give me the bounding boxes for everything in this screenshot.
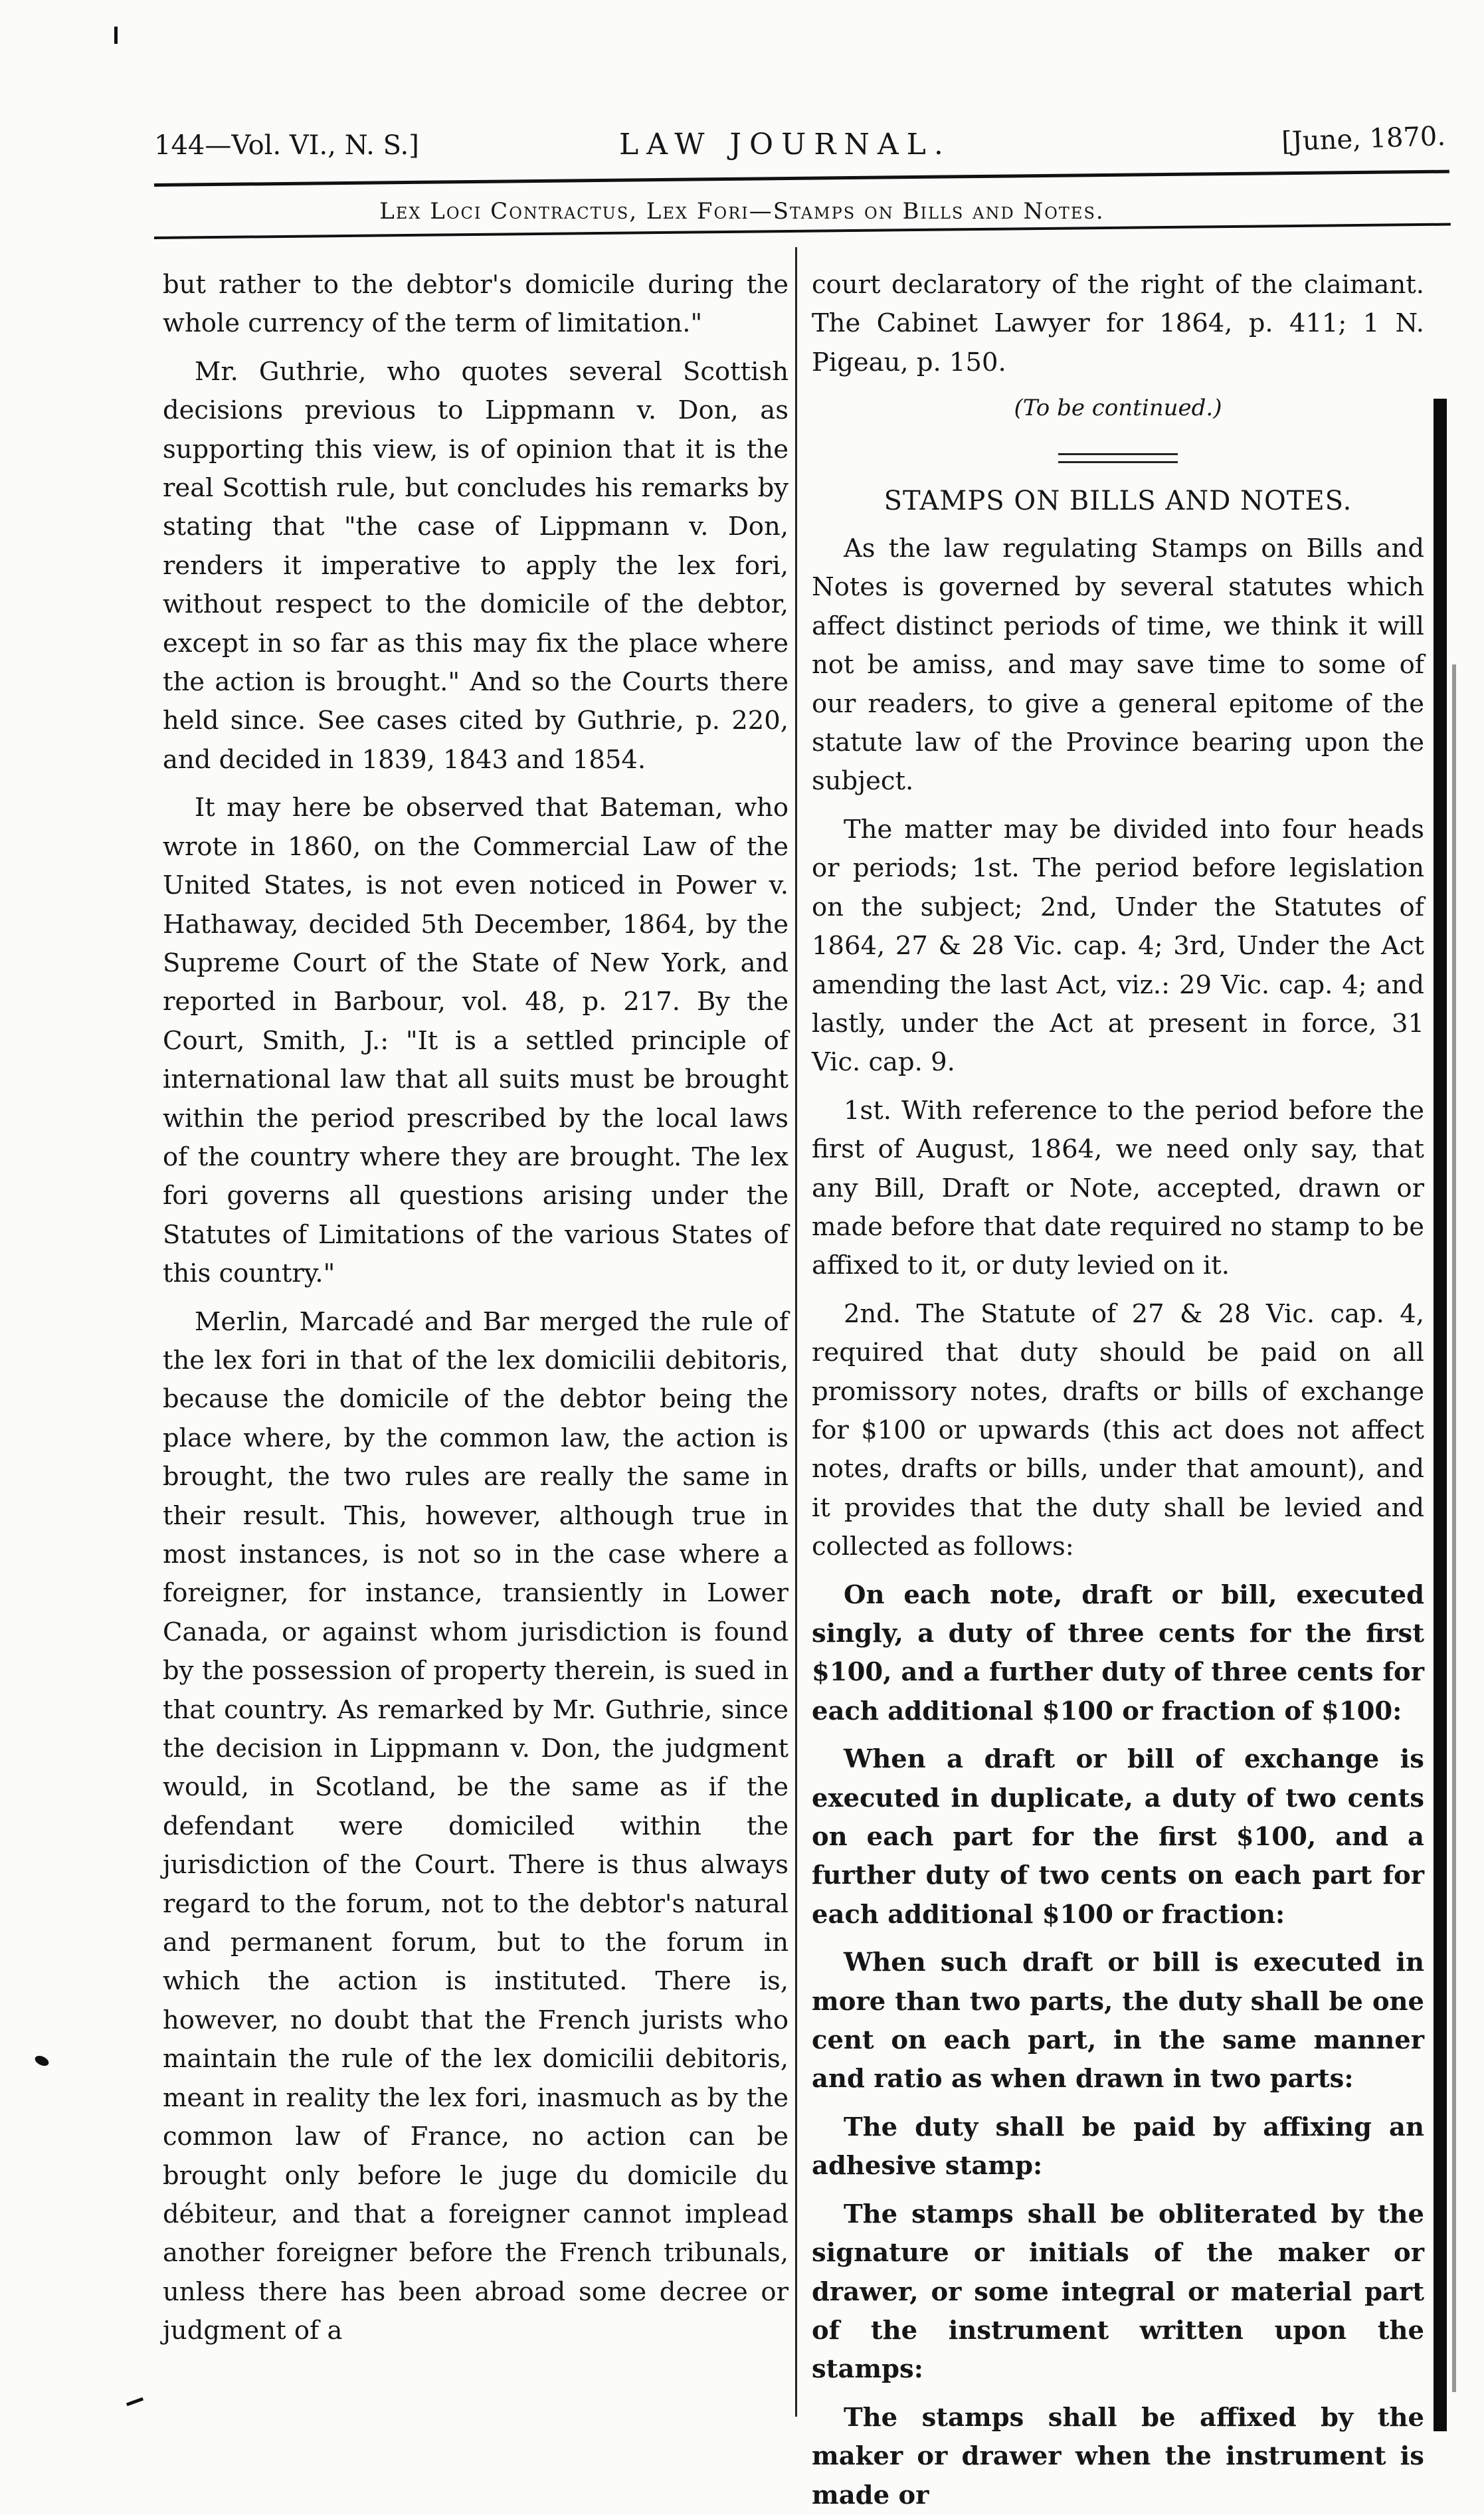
left-paragraph: Merlin, Marcadé and Bar merged the rule of the lex fori in that of the lex domicilii debitoris, because the domicile of the debtor being the place where, by the common law, the action is brought, the two rules are really the same in their result. This, however, although true in most instances, is not so in the case where a foreigner, for instance, transiently in Lower Canada, or against whom jurisdiction is found by the possession of property therein, is sued in that country. As remarked by Mr. Guthrie, since the decision in Lippmann v. Don, the judgment would, in Scotland, be the same as if the defendant were domiciled within the jurisdiction of the Court. There is thus always regard to the forum, not to the debtor's natural and permanent forum, but to the forum in which the action is instituted. There is, however, no doubt that the French jurists who maintain the rule of the lex domicilii debitoris, meant in reality the lex fori, inasmuch as by the common law of France, no action can be brought only before le juge du domicile du débiteur, and that a foreigner cannot implead another foreigner before the French tribunals, unless there has been abroad some decree or judgment of a <box>163 1306 788 2346</box>
left-column <box>163 266 788 2351</box>
left-paragraph: It may here be observed that Bateman, who wrote in 1860, on the Commercial Law of the United States, is not even noticed in Power v. Hathaway, decided 5th December, 1864, by the Supreme Court of the State of New York, and reported in Barbour, vol. 48, p. 217. By the Court, Smith, J.: "It is a settled principle of international law that all suits must be brought within the period prescribed by the local laws of the country where they are brought. The lex fori governs all questions arising under the Statutes of Limitations of the various States of this country." <box>163 793 788 1289</box>
provision-paragraph: The duty shall be paid by affixing an adhesive stamp: <box>812 2112 1424 2181</box>
provision-paragraph: The stamps shall be affixed by the maker or drawer when the instrument is made or <box>812 2402 1424 2510</box>
right-paragraph: The matter may be divided into four heads or periods; 1st. The period before legislation on the subject; 2nd, Under the Statutes of 1864, 27 & 28 Vic. cap. 4; 3rd, Under the Act amending the last Act, viz.: 29 Vic. cap. 4; and lastly, under the Act at present in force, 31 Vic. cap. 9. <box>812 814 1424 1078</box>
article-title: STAMPS ON BILLS AND NOTES. <box>883 485 1352 516</box>
right-paragraph: 1st. With reference to the period before the first of August, 1864, we need only say, that any Bill, Draft or Note, accepted, drawn or made before that date required no stamp to be affixed to it, or duty levied on it. <box>812 1095 1424 1281</box>
duty-provisions <box>812 1576 1424 2515</box>
journal-title: LAW JOURNAL. <box>619 128 951 161</box>
provision-paragraph: When such draft or bill is executed in more than two parts, the duty shall be one cent on each part, in the same manner and ratio as when drawn in two parts: <box>812 1948 1424 2094</box>
section-rule <box>154 223 1451 239</box>
provision-paragraph: The stamps shall be obliterated by the signature or initials of the maker or drawer, or some integral or material part of the instrument written upon the stamps: <box>812 2199 1424 2385</box>
binding-shadow-thin <box>1452 664 1456 2392</box>
right-paragraph: As the law regulating Stamps on Bills and Notes is governed by several statutes which affect distinct periods of time, we think it will not be amiss, and may save time to some of our readers, to give a general epitome of the statute law of the Province bearing upon the subject. <box>812 534 1424 797</box>
page-volume-label: 144—Vol. VI., N. S.] <box>154 130 419 161</box>
provision-paragraph: When a draft or bill of exchange is executed in duplicate, a duty of two cents on each part for the first $100, and a further duty of two cents on each part for each additional $100 or fraction: <box>812 1744 1424 1930</box>
provision-paragraph: On each note, draft or bill, executed singly, a duty of three cents for the first $100, and a further duty of three cents for each additional $100 or fraction of $100: <box>812 1579 1424 1726</box>
section-title: Lex Loci Contractus, Lex Fori—Stamps on Bills and Notes. <box>379 198 1105 225</box>
left-paragraph: but rather to the debtor's domicile during the whole currency of the term of limitation." <box>163 270 788 339</box>
right-paragraph: 2nd. The Statute of 27 & 28 Vic. cap. 4, required that duty should be paid on all promissory notes, drafts or bills of exchange for $100 or upwards (this act does not affect notes, drafts or bills, under that amount), and it provides that the duty shall be levied and collected as follows: <box>812 1298 1424 1562</box>
running-header <box>154 121 1446 170</box>
print-blot <box>33 2054 50 2068</box>
print-speck <box>114 27 118 44</box>
print-stroke <box>126 2397 143 2407</box>
column-divider <box>795 247 797 2417</box>
issue-date: [June, 1870. <box>1281 121 1446 157</box>
article-separator <box>1058 453 1178 463</box>
continued-note: (To be continued.) <box>1014 395 1222 422</box>
right-column <box>812 266 1424 2515</box>
facing-page-fragments <box>1468 1495 1484 2226</box>
right-paragraph: court declaratory of the right of the claimant. The Cabinet Lawyer for 1864, p. 411; 1 N. Pigeau, p. 150. <box>812 270 1424 377</box>
header-rule <box>154 170 1449 187</box>
binding-shadow <box>1434 399 1447 2431</box>
left-paragraph: Mr. Guthrie, who quotes several Scottish decisions previous to Lippmann v. Don, as supporting this view, is of opinion that it is the real Scottish rule, but concludes his remarks by stating that "the case of Lippmann v. Don, renders it imperative to apply the lex fori, without respect to the domicile of the debtor, except in so far as this may fix the place where the action is brought." And so the Courts there held since. See cases cited by Guthrie, p. 220, and decided in 1839, 1843 and 1854. <box>163 356 788 775</box>
